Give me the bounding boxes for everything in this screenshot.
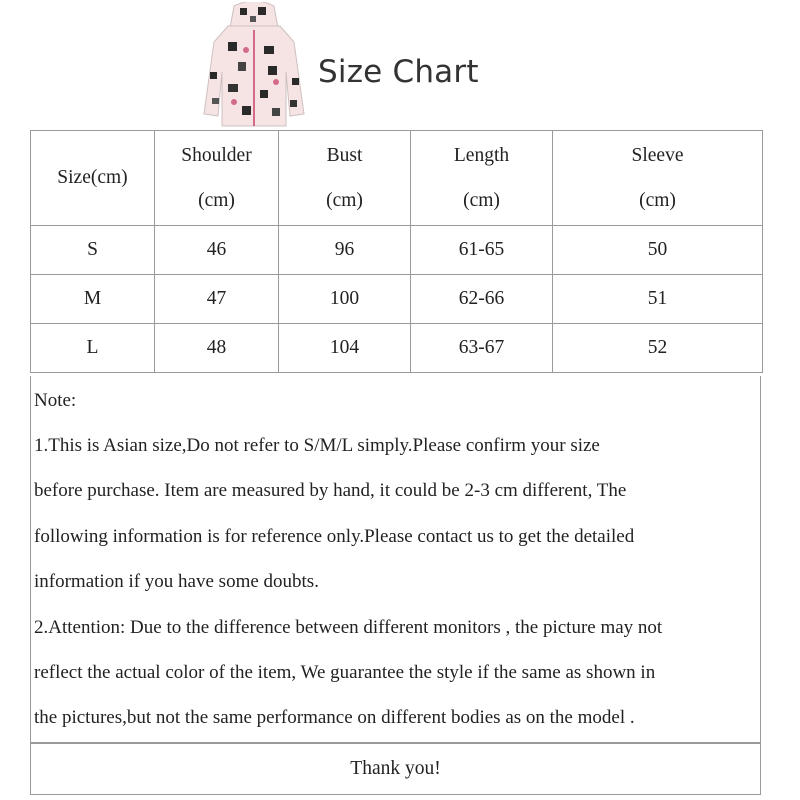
page-title: Size Chart bbox=[318, 54, 479, 90]
header bbox=[0, 0, 800, 130]
note-line-5: 2.Attention: Due to the difference between different monitors , the picture may not bbox=[34, 617, 663, 638]
note-line-2: before purchase. Item are measured by hand, it could be 2-3 cm different, The bbox=[34, 480, 627, 501]
note-line-4: information if you have some doubts. bbox=[34, 571, 319, 592]
table-row-s bbox=[31, 226, 763, 275]
size-cell: M bbox=[31, 275, 155, 324]
bust-cell: 100 bbox=[279, 275, 411, 324]
column-unit: (cm) bbox=[326, 190, 363, 211]
note-line-1: 1.This is Asian size,Do not refer to S/M/L simply.Please confirm your size bbox=[34, 435, 600, 456]
column-unit: (cm) bbox=[639, 190, 676, 211]
column-header-sleeve bbox=[553, 131, 763, 226]
note-line-6: reflect the actual color of the item, We guarantee the style if the same as shown in bbox=[34, 662, 656, 683]
column-header-shoulder bbox=[155, 131, 279, 226]
column-name: Length bbox=[453, 145, 510, 166]
bust-cell: 96 bbox=[279, 226, 411, 275]
size-cell: S bbox=[31, 226, 155, 275]
shoulder-cell: 47 bbox=[155, 275, 279, 324]
hooded-jacket-image bbox=[198, 2, 310, 130]
shoulder-cell: 48 bbox=[155, 324, 279, 373]
thank-you-footer: Thank you! bbox=[30, 743, 761, 795]
sleeve-cell: 51 bbox=[553, 275, 763, 324]
table-header-row bbox=[31, 131, 763, 226]
shoulder-cell: 46 bbox=[155, 226, 279, 275]
sleeve-cell: 50 bbox=[553, 226, 763, 275]
size-header-cell: Size(cm) bbox=[31, 131, 155, 226]
column-unit: (cm) bbox=[463, 190, 500, 211]
table-row-l bbox=[31, 324, 763, 373]
length-cell: 62-66 bbox=[411, 275, 553, 324]
sleeve-cell: 52 bbox=[553, 324, 763, 373]
column-unit: (cm) bbox=[198, 190, 235, 211]
column-name: Sleeve bbox=[631, 145, 684, 166]
column-name: Bust bbox=[326, 145, 363, 166]
note-box bbox=[30, 376, 761, 743]
length-cell: 63-67 bbox=[411, 324, 553, 373]
column-header-bust bbox=[279, 131, 411, 226]
column-header-length bbox=[411, 131, 553, 226]
table-row-m bbox=[31, 275, 763, 324]
length-cell: 61-65 bbox=[411, 226, 553, 275]
size-cell: L bbox=[31, 324, 155, 373]
bust-cell: 104 bbox=[279, 324, 411, 373]
size-table bbox=[30, 130, 763, 373]
note-line-3: following information is for reference only.Please contact us to get the detailed bbox=[34, 526, 635, 547]
note-heading: Note: bbox=[34, 390, 77, 411]
column-name: Shoulder bbox=[181, 145, 252, 166]
note-line-7: the pictures,but not the same performance on different bodies as on the model . bbox=[34, 707, 635, 728]
